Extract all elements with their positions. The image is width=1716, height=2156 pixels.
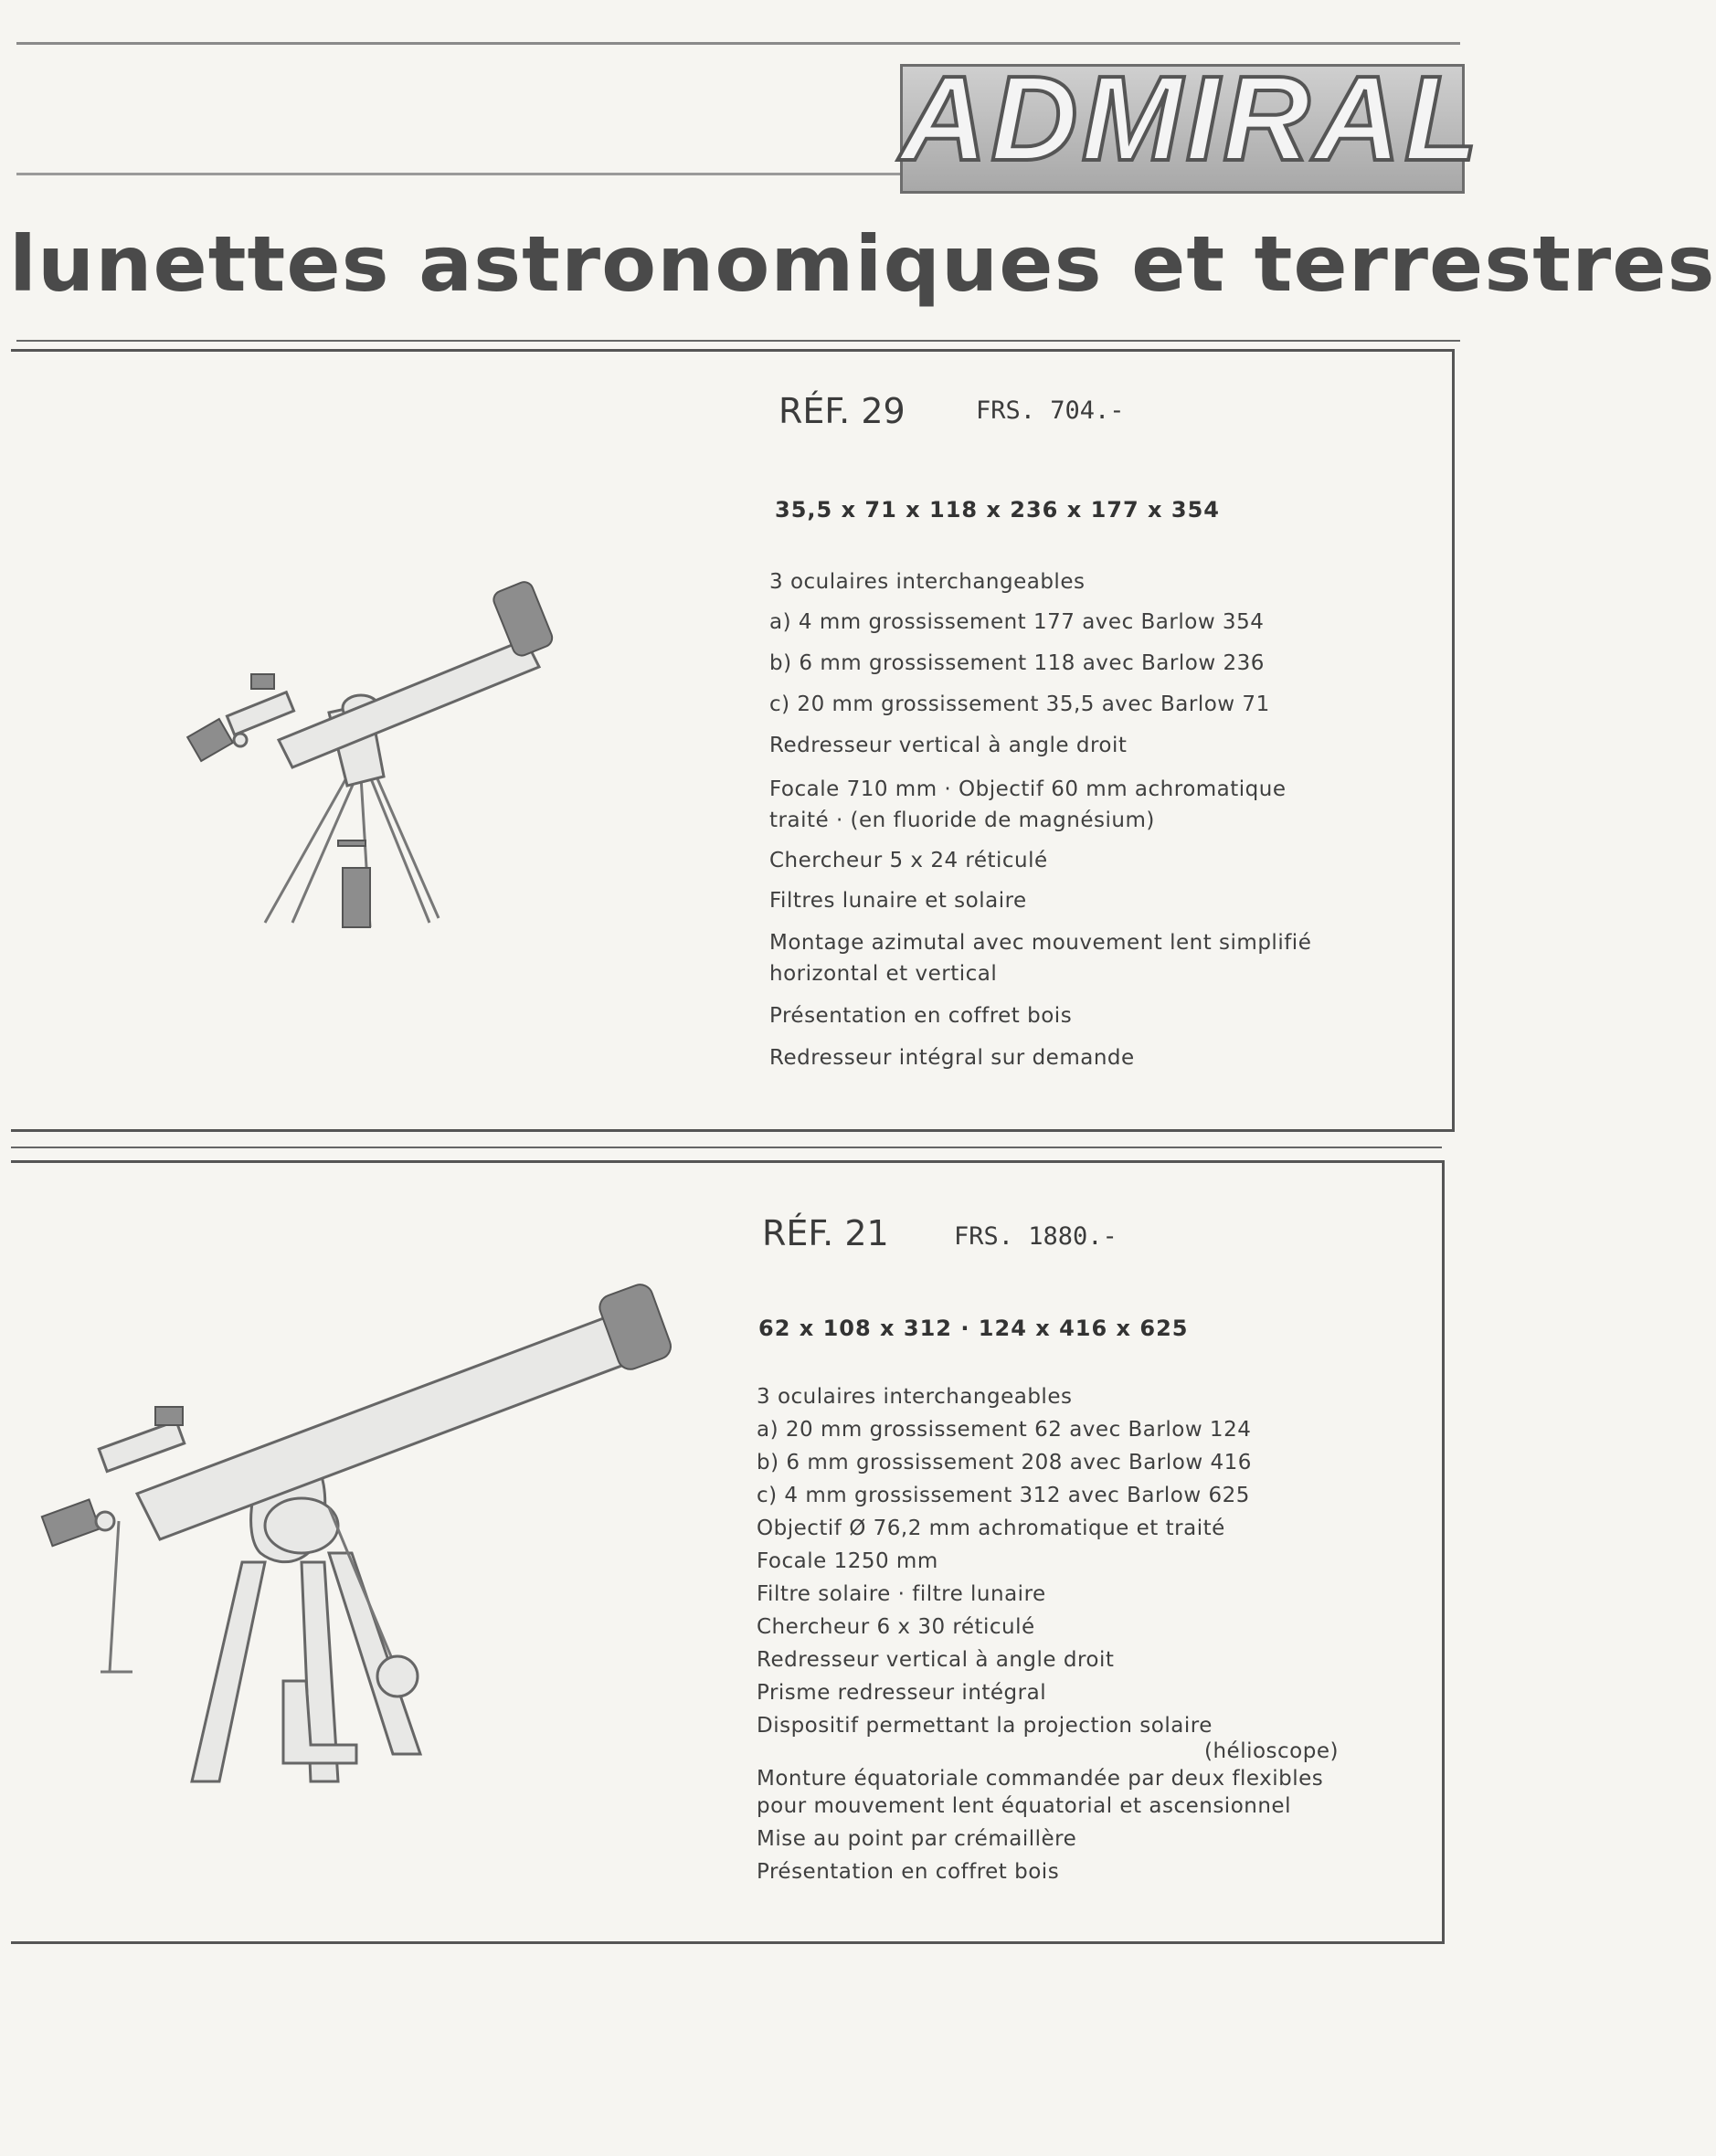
spec-item: horizontal et vertical [769,962,998,986]
spec-item: b) 6 mm grossissement 208 avec Barlow 416 [757,1451,1252,1474]
spec-item: Chercheur 5 x 24 réticulé [769,849,1048,872]
spec-item: Redresseur vertical à angle droit [769,734,1128,757]
price: FRS. 704.- [976,396,1125,425]
spec-item: c) 20 mm grossissement 35,5 avec Barlow 71 [769,692,1270,716]
ref-label: RÉF. 21 [762,1213,889,1253]
spec-item: Redresseur vertical à angle droit [757,1648,1115,1672]
spec-item: a) 4 mm grossissement 177 avec Barlow 354 [769,610,1265,634]
spec-item: Présentation en coffret bois [769,1004,1073,1028]
spec-item: Focale 1250 mm [757,1549,938,1573]
refractor-telescope-equatorial-mount-icon [37,1288,713,1800]
price: FRS. 1880.- [954,1222,1118,1251]
magnifications: 62 x 108 x 312 · 124 x 416 x 625 [758,1316,1189,1341]
spec-item: Redresseur intégral sur demande [769,1046,1135,1070]
title-rule [16,340,1460,342]
spec-item: Chercheur 6 x 30 réticulé [757,1615,1035,1639]
page-title: lunettes astronomiques et terrestres [9,219,1716,309]
spec-item: Focale 710 mm · Objectif 60 mm achromatique [769,777,1287,801]
spec-item: traité · (en fluoride de magnésium) [769,808,1155,832]
magnifications: 35,5 x 71 x 118 x 236 x 177 x 354 [775,497,1220,523]
spec-item: Mise au point par crémaillère [757,1827,1077,1851]
spec-item: a) 20 mm grossissement 62 avec Barlow 124 [757,1418,1252,1442]
spec-item: pour mouvement lent équatorial et ascensionnel [757,1794,1291,1818]
spec-item: Filtre solaire · filtre lunaire [757,1582,1046,1606]
panel-separator [11,1147,1442,1148]
spec-item: 3 oculaires interchangeables [769,570,1086,594]
spec-item: Monture équatoriale commandée par deux flexibles [757,1767,1324,1791]
spec-item: Filtres lunaire et solaire [769,889,1027,913]
spec-item: Objectif Ø 76,2 mm achromatique et traité [757,1517,1225,1540]
spec-item: 3 oculaires interchangeables [757,1385,1073,1409]
spec-item: Prisme redresseur intégral [757,1681,1047,1705]
spec-item: (hélioscope) [1204,1739,1339,1763]
brand-logo: ADMIRAL [900,51,1482,185]
spec-item: Montage azimutal avec mouvement lent simplifié [769,931,1312,955]
spec-list [769,570,1311,1086]
spec-item: c) 4 mm grossissement 312 avec Barlow 625 [757,1484,1250,1507]
ref-label: RÉF. 29 [779,391,906,431]
refractor-telescope-azimuthal-mount-icon [164,566,567,932]
spec-item: Présentation en coffret bois [757,1860,1060,1884]
spec-item: Dispositif permettant la projection solaire [757,1714,1213,1738]
spec-item: b) 6 mm grossissement 118 avec Barlow 236 [769,651,1265,675]
spec-list [757,1385,1339,1893]
